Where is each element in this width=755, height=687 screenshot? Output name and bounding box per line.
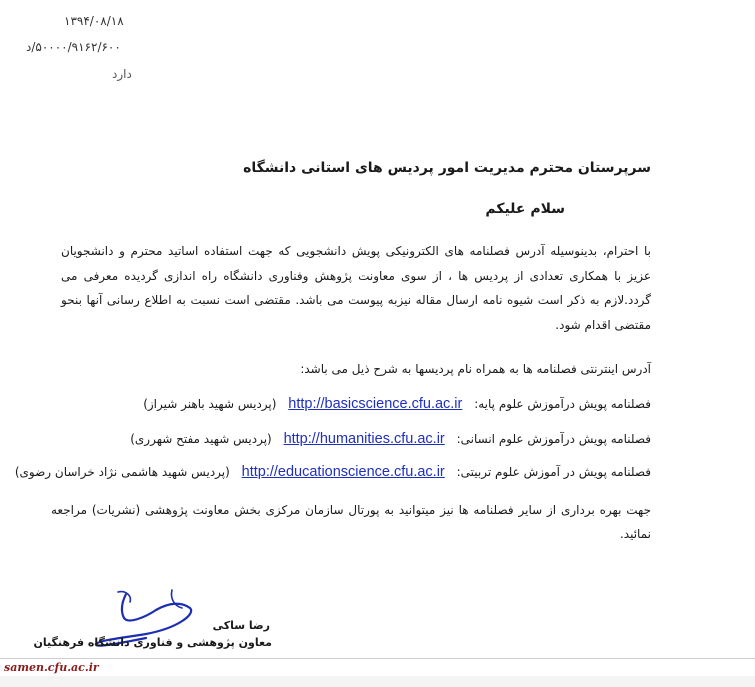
journal-campus: (پردیس شهید باهنر شیراز) (143, 397, 277, 411)
journal-label: فصلنامه پویش در آموزش علوم تربیتی: (456, 465, 651, 479)
journal-campus: (پردیس شهید هاشمی نژاد خراسان رضوی) (14, 465, 230, 479)
journal-row-education-science (15, 464, 651, 480)
signature-block (33, 588, 286, 658)
signatory-name: رضا ساکی (212, 619, 270, 632)
recipient-heading: سرپرستان محترم مدیریت امور پردیس های استانی دانشگاه (243, 160, 651, 176)
journal-row-basic-science (143, 396, 651, 412)
signatory-title: معاون پژوهشی و فناوری دانشگاه فرهنگیان (33, 636, 272, 649)
letter-date: ۱۳۹۴/۰۸/۱۸ (64, 14, 124, 28)
journal-label: فصلنامه پویش درآموزش علوم انسانی: (456, 432, 651, 446)
attachment-status: دارد (112, 67, 132, 81)
closing-paragraph: جهت بهره برداری از سایر فصلنامه ها نیز میتوانید به پورتال سازمان مرکزی بخش معاونت پژوهشی (نشریات) مراجعه نمائید. (51, 503, 651, 541)
journal-label: فصلنامه پویش درآموزش علوم پایه: (474, 397, 651, 411)
letter-number: ۵۰۰۰۰/۹۱۶۲/۶۰۰/د (26, 40, 121, 54)
journal-row-humanities (130, 431, 651, 447)
journal-link-humanities[interactable]: http://humanities.cfu.ac.ir (283, 431, 445, 447)
journal-campus: (پردیس شهید مفتح شهرری) (130, 432, 272, 446)
greeting: سلام علیکم (485, 201, 565, 217)
journal-link-education-science[interactable]: http://educationscience.cfu.ac.ir (241, 464, 445, 480)
footer-band (0, 676, 755, 687)
footer-divider (0, 658, 755, 659)
journals-intro: آدرس اینترنتی فصلنامه ها به همراه نام پردیسها به شرح ذیل می باشد: (300, 362, 651, 376)
journal-link-basic-science[interactable]: http://basicscience.cfu.ac.ir (288, 396, 463, 412)
footer-site-link[interactable]: samen.cfu.ac.ir (0, 659, 104, 676)
letter-body: با احترام، بدینوسیله آدرس فصلنامه های الکترونیکی پویش دانشجویی که جهت استفاده اساتید محترم و دانشجویان عزیز با همکاری تعدادی از پردیس ها ، از سوی معاونت پژوهش وفناوری دانشگاه راه اندازی گردیده معرفی می گردد.لازم به ذکر است شیوه نامه ارسال مقاله نیزبه پیوست می باشد. مقتضی است نسبت به اطلاع رسانی آنها بنحو مقتضی اقدام شود. (61, 244, 651, 332)
